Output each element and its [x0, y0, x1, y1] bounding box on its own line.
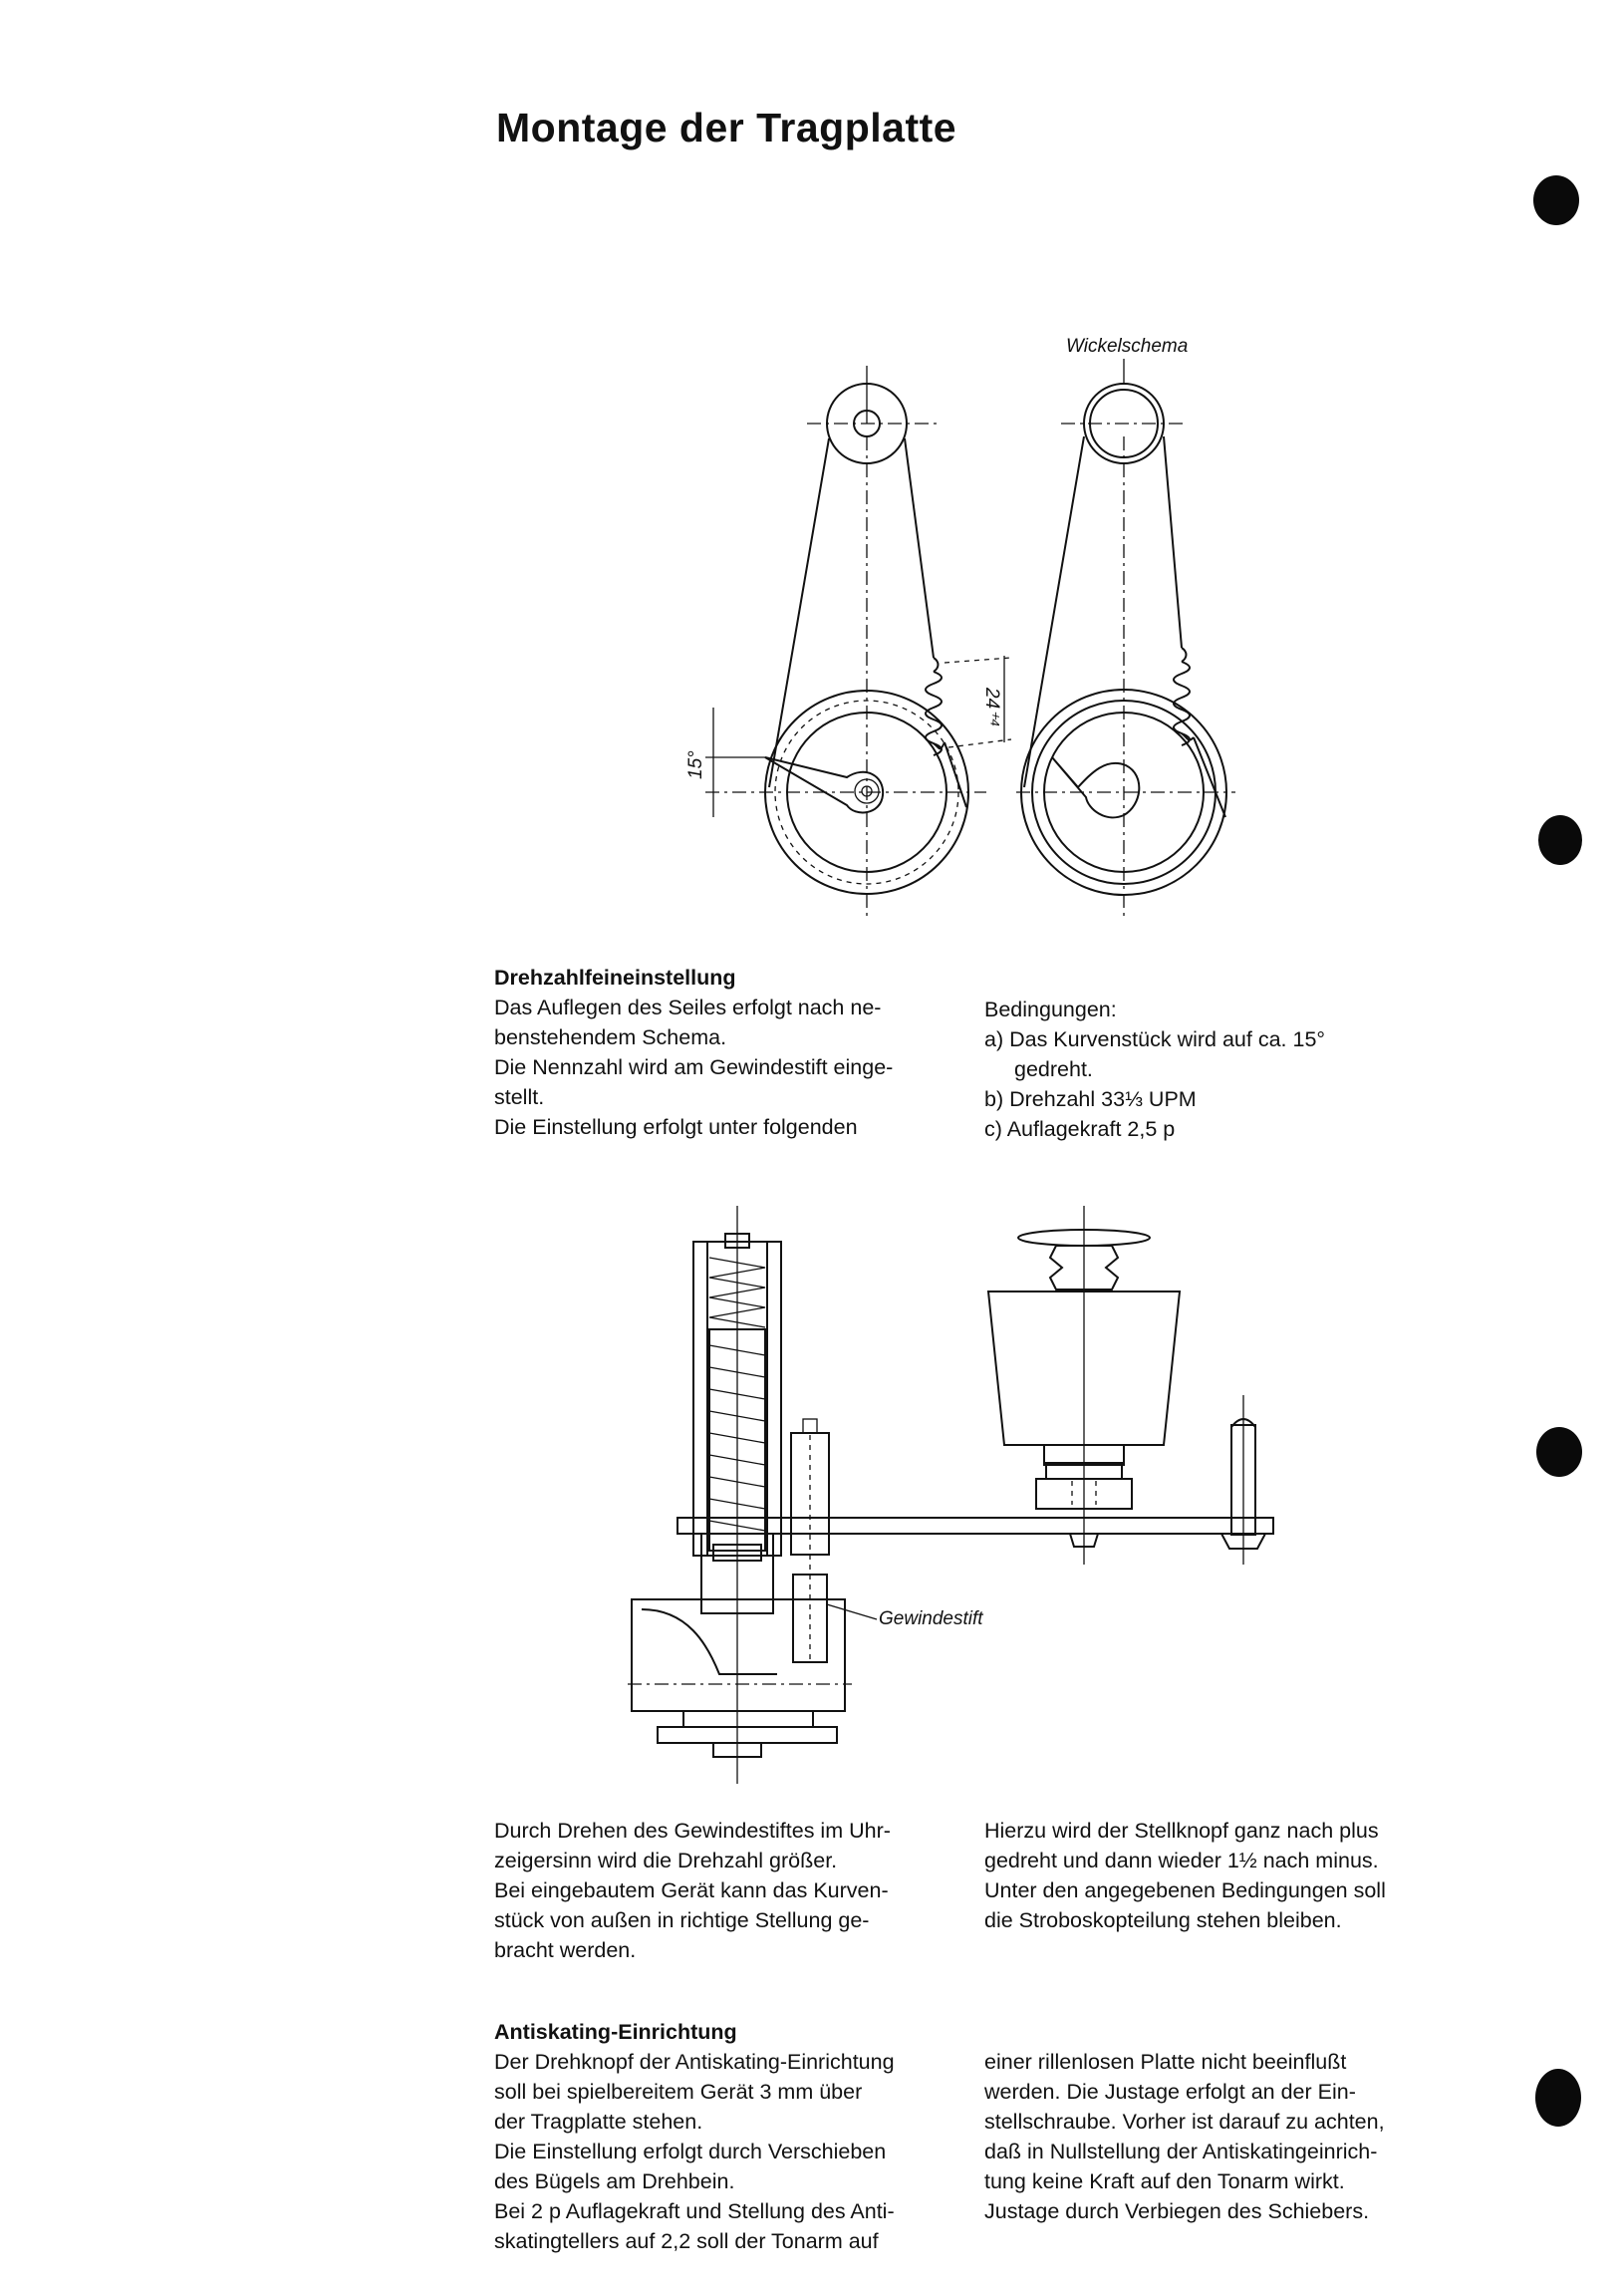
threaded-pin [791, 1419, 983, 1664]
section1-left-line: Das Auflegen des Seiles erfolgt nach ne- [494, 996, 882, 1019]
binder-hole-3 [1536, 1427, 1582, 1477]
section3-left-line: des Bügels am Drehbein. [494, 2169, 735, 2193]
section3-right-line: Justage durch Verbiegen des Schiebers. [984, 2199, 1370, 2223]
section1-right-column [984, 995, 1453, 1144]
gewindestift-label: Gewindestift [879, 1608, 983, 1629]
section2-left-line: stück von außen in richtige Stellung ge- [494, 1908, 870, 1932]
section1-right-line: gedreht. [1014, 1057, 1093, 1081]
section3-left-line: skatingtellers auf 2,2 soll der Tonarm auf [494, 2229, 879, 2253]
mechanism-diagram [628, 1206, 1305, 1784]
section2-right-line: Hierzu wird der Stellknopf ganz nach plus [984, 1819, 1379, 1843]
section3-right-line: stellschraube. Vorher ist darauf zu achten, [984, 2110, 1385, 2134]
section3-left-line: Der Drehknopf der Antiskating-Einrichtung [494, 2050, 895, 2074]
binder-hole-1 [1533, 175, 1579, 225]
section2-right-line: Unter den angegebenen Bedingungen soll [984, 1878, 1386, 1902]
section3-right-line: einer rillenlosen Platte nicht beeinflußt [984, 2050, 1347, 2074]
section1-right-line: c) Auflagekraft 2,5 p [984, 1117, 1176, 1141]
section2-left-line: zeigersinn wird die Drehzahl größer. [494, 1849, 838, 1872]
section1-right-line: Bedingungen: [984, 998, 1117, 1021]
section1-left-line: Die Einstellung erfolgt unter folgenden [494, 1115, 858, 1139]
wickelschema-label: Wickelschema [1066, 336, 1189, 357]
section2-left-line: Durch Drehen des Gewindestiftes im Uhr- [494, 1819, 891, 1843]
section1-left-column [494, 963, 952, 1142]
section1-right-line: b) Drehzahl 33⅓ UPM [984, 1087, 1197, 1111]
section3-left-column [494, 2017, 952, 2256]
section2-left-column [494, 1816, 952, 1965]
section2-right-column [984, 1816, 1453, 1935]
section2-right-line: gedreht und dann wieder 1½ nach minus. [984, 1849, 1379, 1872]
motor-housing [628, 1534, 852, 1757]
binder-hole-2 [1538, 815, 1582, 865]
dimension-label: 24⁺⁴ [981, 688, 1002, 727]
section1-left-line: stellt. [494, 1085, 545, 1109]
left-pulley-assembly [685, 366, 1011, 917]
section3-left-line: Die Einstellung erfolgt durch Verschieben [494, 2140, 887, 2163]
section3-heading: Antiskating-Einrichtung [494, 2020, 737, 2044]
section3-right-line: tung keine Kraft auf den Tonarm wirkt. [984, 2169, 1345, 2193]
cone-pulley [988, 1206, 1180, 1565]
section3-left-line: soll bei spielbereitem Gerät 3 mm über [494, 2080, 863, 2104]
section2-left-line: Bei eingebautem Gerät kann das Kurven- [494, 1878, 889, 1902]
support-post [1221, 1395, 1265, 1565]
section3-right-column [984, 2047, 1453, 2226]
section1-right-line: a) Das Kurvenstück wird auf ca. 15° [984, 1027, 1325, 1051]
section3-left-line: Bei 2 p Auflagekraft und Stellung des Anti- [494, 2199, 895, 2223]
section3-right-line: werden. Die Justage erfolgt an der Ein- [984, 2080, 1356, 2104]
section1-left-line: benstehendem Schema. [494, 1025, 727, 1049]
right-pulley-assembly [1016, 336, 1235, 917]
angle-label: 15° [685, 750, 706, 779]
section3-left-line: der Tragplatte stehen. [494, 2110, 703, 2134]
section1-heading: Drehzahlfeineinstellung [494, 966, 736, 990]
adjustment-column [693, 1206, 781, 1784]
page-title: Montage der Tragplatte [496, 105, 957, 150]
section3-right-line: daß in Nullstellung der Antiskatingeinrich- [984, 2140, 1378, 2163]
binder-hole-4 [1535, 2069, 1581, 2127]
section1-left-line: Die Nennzahl wird am Gewindestift einge- [494, 1055, 894, 1079]
winding-diagram [687, 319, 1285, 937]
section2-left-line: bracht werden. [494, 1938, 637, 1962]
section2-right-line: die Stroboskopteilung stehen bleiben. [984, 1908, 1342, 1932]
